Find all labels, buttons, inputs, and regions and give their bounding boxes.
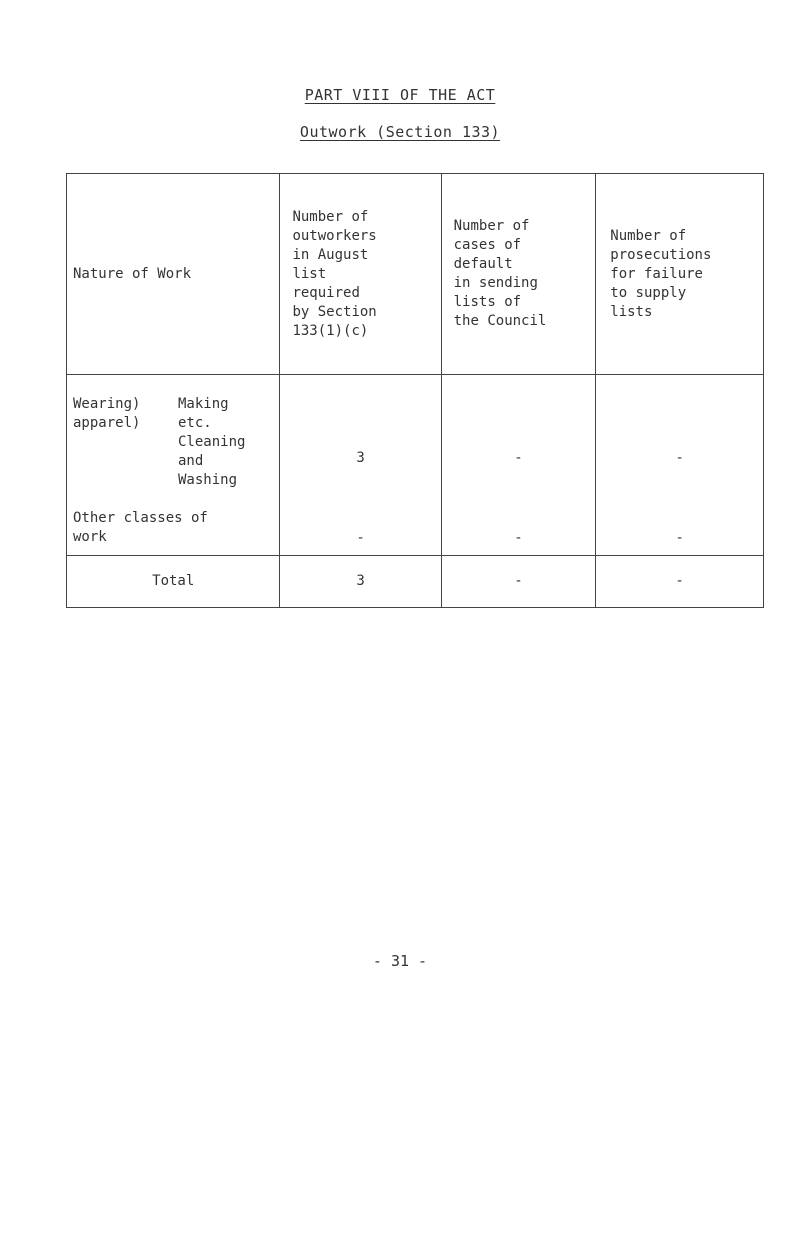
making-cleaning-label: Making etc. Cleaning and Washing: [178, 396, 246, 488]
prosecutions-cell: [596, 375, 764, 556]
total-prosecutions-value: -: [596, 556, 764, 608]
page-subtitle: [0, 123, 800, 141]
header-nature-of-work: Nature of Work: [67, 174, 280, 375]
outwork-table: [66, 173, 764, 608]
header-outworkers: Number of outworkers in August list required by Section 133(1)(c): [280, 174, 441, 375]
wearing-outworkers-value: 3: [356, 450, 365, 466]
wearing-default-value: -: [514, 450, 523, 466]
page-subtitle-text: Outwork (Section 133): [299, 123, 501, 141]
table-total-row: [67, 556, 764, 608]
page-number: - 31 -: [372, 952, 428, 970]
outworkers-cell: [280, 375, 441, 556]
other-default-value: -: [514, 530, 523, 546]
total-label: Total: [67, 556, 280, 608]
table-row: [67, 375, 764, 556]
nature-cell: [67, 375, 280, 556]
default-cases-cell: [441, 375, 596, 556]
other-prosecutions-value: -: [675, 530, 684, 546]
page-title-text: PART VIII OF THE ACT: [304, 86, 496, 104]
wearing-apparel-label: Wearing) apparel): [73, 396, 141, 431]
total-default-value: -: [441, 556, 596, 608]
page-title: [0, 86, 800, 104]
header-prosecutions: Number of prosecutions for failure to supply lists: [596, 174, 764, 375]
table-header-row: [67, 174, 764, 375]
header-default-cases: Number of cases of default in sending lists of the Council: [441, 174, 596, 375]
other-outworkers-value: -: [356, 530, 365, 546]
other-classes-label: Other classes of work: [73, 510, 208, 545]
total-outworkers-value: 3: [280, 556, 441, 608]
wearing-prosecutions-value: -: [675, 450, 684, 466]
